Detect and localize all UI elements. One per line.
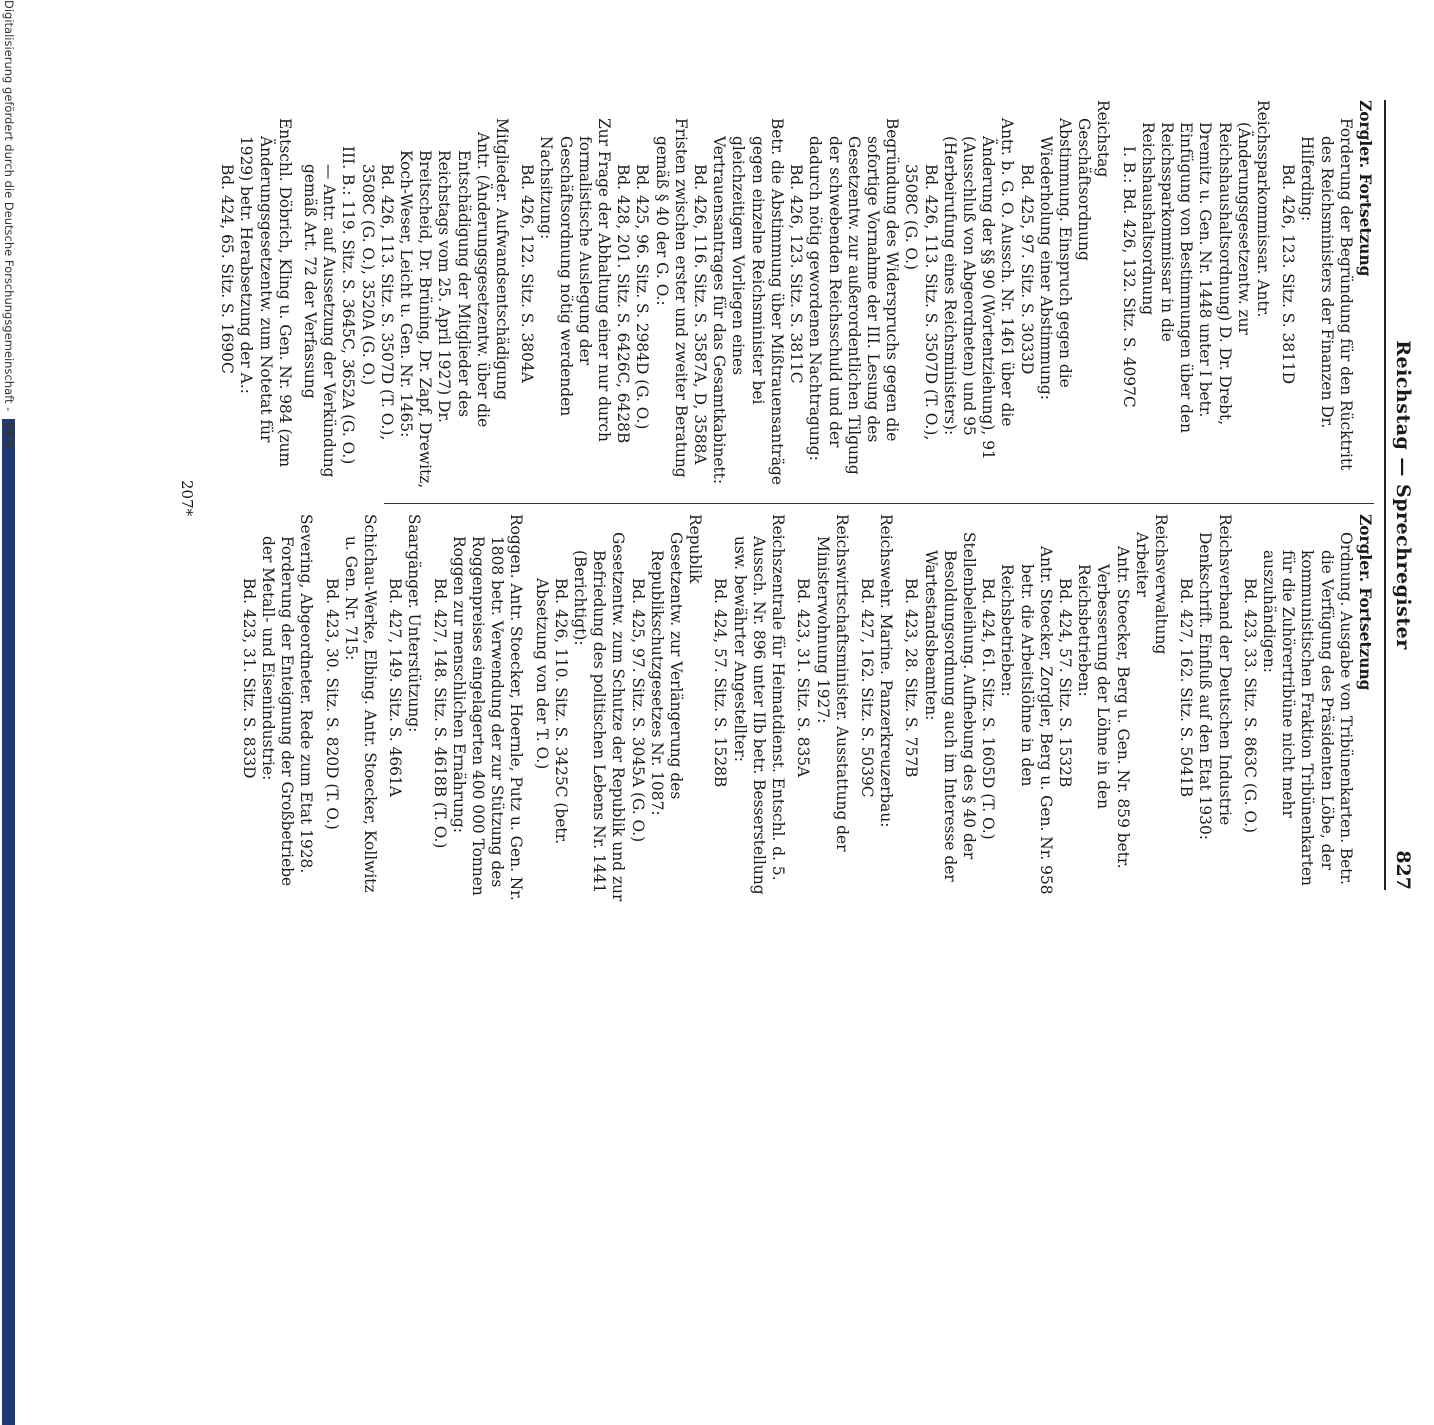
index-entry: Reichswehr. Marine. Panzerkreuzerbau: xyxy=(877,514,896,828)
index-entry: Antr. Stoecker, Berg u. Gen. Nr. 859 betr. Verbesserung der Löhne in den Reichsbetrieben: xyxy=(1075,546,1132,869)
index-entry: Denkschrift. Einfluß auf den Etat 1930: xyxy=(1196,532,1215,840)
reference-line: Bd. 426, 116. Sitz. S. 3587A, D, 3588A xyxy=(691,164,710,465)
reference-line: Bd. 424, 57. Sitz. S. 1528B xyxy=(711,578,730,788)
reference-line: Bd. 424, 61. Sitz. S. 1605D (T. O.) xyxy=(979,578,998,840)
index-entry: Zorgler. Fortsetzung xyxy=(1356,514,1374,691)
reference-line: Bd. 426, 113. Sitz. S. 3507D (T. O.), 3508C (G. O.) xyxy=(902,164,940,441)
reference-line: Bd. 426, 110. Sitz. S. 3425C (betr. Absetzung von der T. O.) xyxy=(532,578,570,845)
reference-line: Bd. 426, 123. Sitz. S. 3811D xyxy=(1279,164,1298,385)
index-entry: Arbeiter xyxy=(1132,532,1151,598)
index-entry: Geschäftsordnung xyxy=(1075,118,1094,261)
index-entry: Reichszentrale für Heimatdienst. Entschl. d. 5. Aussch. Nr. 896 unter IIb betr. Besserstellung usw. bewährter Angestellter: xyxy=(730,514,788,895)
reference-line: Bd. 425, 97. Sitz. S. 3045A (G. O.) xyxy=(628,578,647,843)
entry-spacer xyxy=(851,514,857,904)
page-mark: 207* xyxy=(178,480,196,517)
index-entry: Reichssparkommissar. Antr. (Änderungsgesetzentw. zur Reichshaushaltsordnung) D. Dr. Drebt, Dremitz u. Gen. Nr. 1448 unter I betr. Einfügung von Bestimmungen über den Reichssparkommissar in die Reichshaushaltsordnung xyxy=(1138,100,1272,434)
reference-line: Bd. 423, 31. Sitz. S. 833D xyxy=(239,578,258,779)
reference-line: Bd. 424, 65. Sitz. S. 1690C xyxy=(218,164,237,374)
reference-line: Bd. 423, 33. Sitz. S. 863C (G. O.) xyxy=(1240,578,1259,833)
index-entry: Saargänger. Unterstützung: xyxy=(405,514,424,733)
column-divider xyxy=(384,503,1374,504)
index-entry: Betr. die Abstimmung über Mißtrauensanträge gegen einzelne Reichsminister bei gleichzeitigem Vorliegen eines Vertrauensantrages für das Gesamtkabinett: xyxy=(710,118,786,485)
reference-line: Bd. 423, 30. Sitz. S. 820D (T. O.) xyxy=(322,578,341,830)
index-entry: Fristen zwischen erster und zweiter Beratung gemäß § 40 der G. O.: xyxy=(652,118,690,478)
index-entry: Reichsverwaltung xyxy=(1151,514,1170,655)
dfg-logo-icon: DFG xyxy=(2,419,15,1425)
reference-line: Bd. 426, 113. Sitz. S. 3507D (T. O.), 3508C (G. O.), 3520A (G. O.) xyxy=(358,164,396,441)
left-column xyxy=(217,100,1374,490)
index-entry: Reichswirtschaftsminister. Ausstattung der Ministerwohnung 1927: xyxy=(813,514,851,852)
index-entry: Roggen. Antr. Stoecker, Hoernle, Putz u. Gen. Nr. 1808 betr. Verwendung der zur Stützung des Roggenpreises eingelagerten 400 000 Tonnen Roggen zur menschlichen Ernährung: xyxy=(449,514,526,901)
index-entry: Gesetzentw. zur Verlängerung des Republikschutzgesetzes Nr. 1087: xyxy=(647,532,686,816)
index-entry: Ordnung. Ausgabe von Tribünenkarten. Betr. die Verfügung des Präsidenten Löbe, der kommunistischen Fraktion Tribünenkarten für die Zuhörertribüne nicht mehr auszuhändigen: xyxy=(1259,532,1355,886)
reference-line: Bd. 423, 28. Sitz. S. 757B xyxy=(902,578,921,778)
index-entry: Schichau-Werke, Elbing. Antr. Stoecker, Kollwitz u. Gen. Nr. 715: xyxy=(341,514,380,893)
index-entry: Republik xyxy=(686,514,705,584)
index-entry: Mitglieder. Aufwandsentschädigung xyxy=(493,118,512,400)
index-entry: Severing, Abgeordneter. Rede zum Etat 1928. Forderung der Enteignung der Großbetriebe der Metall- und Eisenindustrie: xyxy=(259,514,316,887)
index-entry: Abstimmung. Einspruch gegen die Wiederholung einer Abstimmung: xyxy=(1036,118,1074,400)
index-entry: Gesetzentw. zum Schutze der Republik und zur Befriedung des politischen Lebens Nr. 1441 (Berichtigt): xyxy=(571,532,628,902)
reference-line: Bd. 424, 57. Sitz. S. 1532B xyxy=(1055,578,1074,788)
reference-line: Bd. 428, 201. Sitz. S. 6426C, 6428B xyxy=(614,164,633,444)
running-title: Reichstag — Sprechregister xyxy=(1392,340,1414,650)
index-entry: Begründung des Widerspruchs gegen die sofortige Vornahme der III. Lesung des Gesetzentw. zur außerordentlichen Tilgung der schwebenden Reichsschuld und der dadurch nötig gewordenen Nachtragung: xyxy=(806,118,902,475)
index-entry: Reichsverband der Deutschen Industrie xyxy=(1215,514,1234,826)
page-number: 827 xyxy=(1392,850,1414,890)
reference-line: Bd. 427, 149. Sitz. S. 4661A xyxy=(386,578,405,797)
index-entry: Zur Frage der Abhaltung einer nur durch formalistische Auslegung der Geschäftsordnung nötig werdenden Nachsitzung: xyxy=(537,118,614,442)
reference-line: — Antr. auf Aussetzung der Verkündung gemäß Art. 72 der Verfassung xyxy=(301,164,339,478)
index-entry: Forderung der Begründung für den Rücktritt des Reichsministers der Finanzen Dr. Hilferding: xyxy=(1298,118,1355,471)
index-entry: Entschl. Döbrich, Kling u. Gen. Nr. 984 (zum Änderungsgesetzentw. zum Notetat für 1929) betr. Herabsetzung der A.: xyxy=(237,118,294,468)
index-entry: Stellenbeleihung. Aufhebung des § 40 der Besoldungsordnung auch im Interesse der Wartestandsbeamten: xyxy=(921,532,978,882)
reference-line: III. B.: 119. Sitz. S. 3645C, 3652A (G. O.) xyxy=(339,146,358,465)
index-entry: Zorgler. Fortsetzung xyxy=(1356,100,1374,277)
index-entry: Antr. b. G. O. Aussch. Nr. 1461 über die Änderung der §§ 90 (Wortentziehung), 91 (Ausschluß von Abgeordneten) und 95 (Herbeirufung eines Reichsministers): xyxy=(940,118,1017,460)
reference-line: Bd. 426, 123. Sitz. S. 3811C xyxy=(787,164,806,384)
reference-line: Bd. 423, 31. Sitz. S. 835A xyxy=(794,578,813,778)
reference-line: Bd. 427, 162. Sitz. S. 5041B xyxy=(1177,578,1196,798)
index-entry: Antr. Stoecker, Zorgler, Berg u. Gen. Nr. 958 betr. die Arbeitslöhne in den Reichsbetrieben: xyxy=(998,546,1055,895)
reference-line: Bd. 426, 122. Sitz. S. 3804A xyxy=(518,164,537,383)
reference-line: Bd. 425, 96. Sitz. S. 2984D (G. O.) xyxy=(633,164,652,430)
page-header xyxy=(1384,100,1416,890)
reference-line: Bd. 427, 148. Sitz. S. 4618B (T. O.) xyxy=(430,578,449,849)
index-entry: Antr. (Änderungsgesetzentw. über die Entschädigung der Mitglieder des Reichstags vom 25. April 1927) Dr. Breitscheid, Dr. Brüning, Dr. Zapf, Drewitz, Koch-Weser, Leicht u. Gen. Nr. 1465: xyxy=(397,132,492,489)
reference-line: Bd. 425, 97. Sitz. S. 3033D xyxy=(1017,164,1036,375)
reference-line: I. B.: Bd. 426, 132. Sitz. S. 4097C xyxy=(1119,146,1138,408)
reference-line: Bd. 427, 162. Sitz. S. 5039C xyxy=(857,578,876,798)
digitization-text: Digitalisierung gefördert durch die Deutsche Forschungsgemeinschaft - xyxy=(2,0,16,412)
entry-spacer xyxy=(1234,514,1240,904)
index-entry: Reichstag xyxy=(1094,100,1113,178)
right-column xyxy=(239,514,1374,904)
